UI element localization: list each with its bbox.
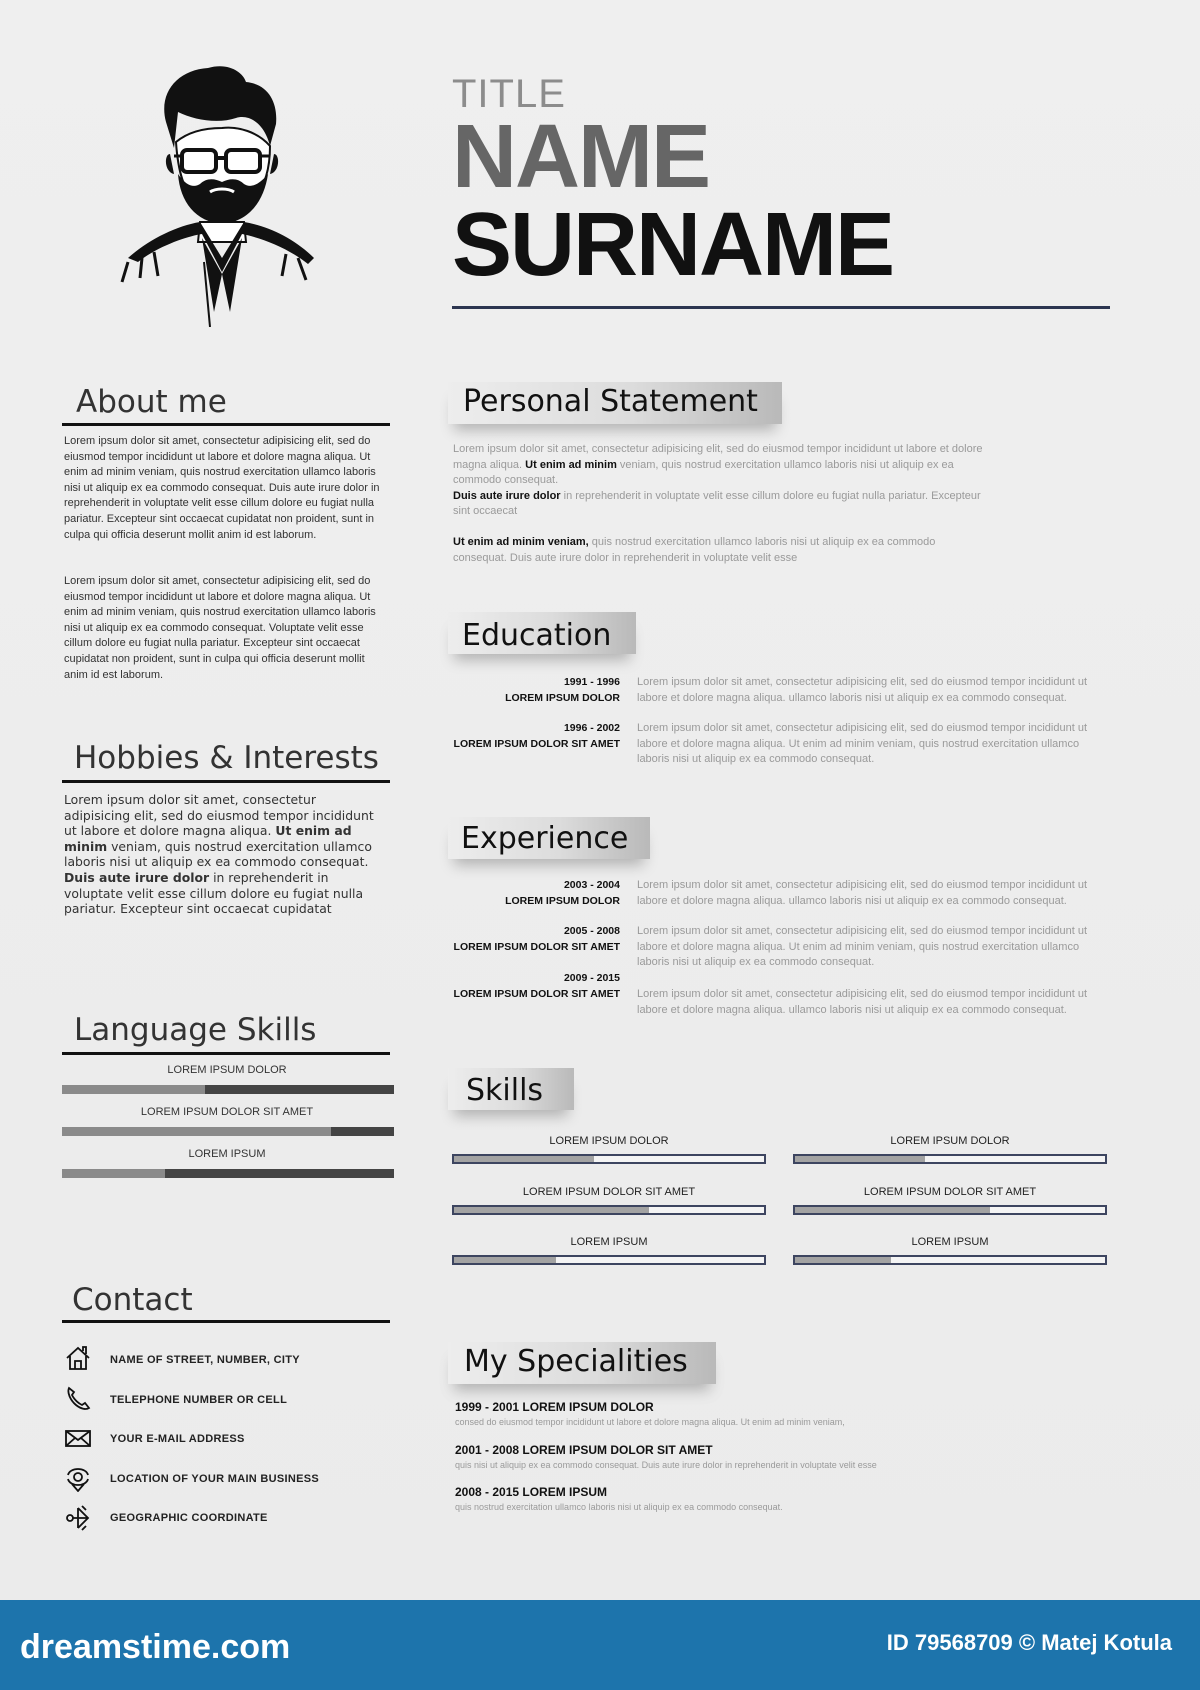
header-divider <box>452 306 1110 309</box>
speciality-1-title: 1999 - 2001 LOREM IPSUM DOLOR <box>455 1400 654 1414</box>
language-level-bar <box>62 1085 394 1094</box>
hobbies-text: Lorem ipsum dolor sit amet, consectetur adipisicing elit, sed do eiusmod tempor incididunt ut labore et dolore magna aliqua. Ut enim ad minim veniam, quis nostrud exercitation ullamco laboris nisi ut aliquip ex ea commodo consequat. Duis aute irure dolor in reprehenderit in voluptate velit esse cillum dolore eu fugiat nulla pariatur. Excepteur sint occaecat cupidatat <box>64 792 374 917</box>
experience-entry-2-desc: Lorem ipsum dolor sit amet, consectetur adipisicing elit, sed do eiusmod tempor incididunt ut labore et dolore magna aliqua. Ut enim ad minim veniam, quis nostrud exercitation ullamco laboris nisi ut aliquip ex ea commodo consequat. <box>637 925 1088 969</box>
skill-level-bar <box>793 1255 1107 1265</box>
language-label: LOREM IPSUM DOLOR <box>167 1064 287 1076</box>
experience-entry-1-dates: 2003 - 2004 LOREM IPSUM DOLOR <box>505 879 620 907</box>
contact-coordinates: GEOGRAPHIC COORDINATE <box>110 1512 268 1524</box>
skill-level-fill <box>454 1257 556 1263</box>
experience-entry-3-desc: Lorem ipsum dolor sit amet, consectetur adipisicing elit, sed do eiusmod tempor incididunt ut labore et dolore magna aliqua. ullamco laboris nisi ut aliquip ex ea commodo consequat. <box>637 988 1088 1016</box>
header-name: NAME <box>452 107 709 207</box>
envelope-icon <box>64 1424 92 1452</box>
about-paragraph-2: Lorem ipsum dolor sit amet, consectetur adipisicing elit, sed do eiusmod tempor incididunt ut labore et dolore magna aliqua. Ut enim ad minim veniam, quis nostrud exercitation ullamco laboris nisi ut aliquip ex ea commodo consequat. Voluptate velit esse cillum dolore eu fugiat nulla pariatur. Excepteur sint occaecat cupidatat non proident, sunt in culpa qui officia deserunt mollit anim id est laborum. <box>64 575 376 681</box>
skills-heading: Skills <box>466 1073 544 1108</box>
skill-label: LOREM IPSUM <box>570 1236 648 1248</box>
specialities-heading: My Specialities <box>464 1344 688 1379</box>
skill-level-fill <box>454 1156 594 1162</box>
education-entry-2-desc: Lorem ipsum dolor sit amet, consectetur adipisicing elit, sed do eiusmod tempor incididunt ut labore et dolore magna aliqua. Ut enim ad minim veniam, quis nostrud exercitation ullamco laboris nisi ut aliquip ex ea commodo consequat. <box>637 722 1088 766</box>
education-entry-2-dates: 1996 - 2002 LOREM IPSUM DOLOR SIT AMET <box>453 722 620 750</box>
education-entry-1-desc: Lorem ipsum dolor sit amet, consectetur adipisicing elit, sed do eiusmod tempor incididunt ut labore et dolore magna aliqua. ullamco laboris nisi ut aliquip ex ea commodo consequat. <box>637 676 1088 704</box>
skill-level-fill <box>795 1156 925 1162</box>
speciality-2-desc: quis nisi ut aliquip ex ea commodo consequat. Duis aute irure dolor in reprehenderit in voluptate velit esse <box>455 1460 877 1470</box>
share-icon <box>64 1504 92 1532</box>
skill-label: LOREM IPSUM DOLOR SIT AMET <box>863 1186 1037 1198</box>
location-icon <box>64 1464 92 1492</box>
skill-label: LOREM IPSUM DOLOR <box>549 1135 669 1147</box>
language-divider <box>62 1052 390 1055</box>
skill-level-bar <box>793 1154 1107 1164</box>
language-level-fill <box>62 1127 331 1136</box>
personal-paragraph-2: Ut enim ad minim veniam, quis nostrud exercitation ullamco laboris nisi ut aliquip ex ea commodo consequat. Duis aute irure dolor in reprehenderit in voluptate velit esse <box>453 536 936 564</box>
education-heading: Education <box>462 618 612 653</box>
personal-heading: Personal Statement <box>463 384 758 419</box>
skill-level-bar <box>793 1205 1107 1215</box>
contact-phone: TELEPHONE NUMBER OR CELL <box>110 1394 288 1406</box>
home-icon <box>64 1344 92 1372</box>
experience-heading: Experience <box>461 821 629 856</box>
skill-level-bar <box>452 1205 766 1215</box>
skill-level-fill <box>454 1207 649 1213</box>
footer-logo[interactable]: dreamstime.com <box>20 1628 291 1666</box>
skill-level-fill <box>795 1257 891 1263</box>
contact-email: YOUR E-MAIL ADDRESS <box>110 1433 245 1445</box>
skill-label: LOREM IPSUM DOLOR SIT AMET <box>522 1186 696 1198</box>
personal-paragraph-1: Lorem ipsum dolor sit amet, consectetur adipisicing elit, sed do eiusmod tempor incididunt ut labore et dolore magna aliqua. Ut enim ad minim veniam, quis nostrud exercitation ullamco laboris nisi ut aliquip ex ea commodo consequat. Duis aute irure dolor in reprehenderit in voluptate velit esse cillum dolore eu fugiat nulla pariatur. Excepteur sint occaecat <box>453 443 983 518</box>
about-paragraph-1: Lorem ipsum dolor sit amet, consectetur adipisicing elit, sed do eiusmod tempor incididunt ut labore et dolore magna aliqua. Ut enim ad minim veniam, quis nostrud exercitation ullamco laboris nisi ut aliquip ex ea commodo consequat. Duis aute irure dolor in reprehenderit in voluptate velit esse cillum dolore eu fugiat nulla pariatur. Excepteur sint occaecat cupidatat non proident, sunt in culpa qui officia deserunt mollit anim id est laborum. <box>64 435 380 541</box>
skill-label: LOREM IPSUM DOLOR <box>890 1135 1010 1147</box>
speciality-2-title: 2001 - 2008 LOREM IPSUM DOLOR SIT AMET <box>455 1443 713 1457</box>
speciality-3-desc: quis nostrud exercitation ullamco laboris nisi ut aliquip ex ea commodo consequat. <box>455 1502 783 1512</box>
language-heading: Language Skills <box>74 1012 317 1048</box>
skill-label: LOREM IPSUM <box>911 1236 989 1248</box>
about-divider <box>62 423 390 426</box>
contact-divider <box>62 1320 390 1323</box>
education-entry-1-dates: 1991 - 1996 LOREM IPSUM DOLOR <box>505 676 620 704</box>
header-surname: SURNAME <box>452 195 894 295</box>
hobbies-heading: Hobbies & Interests <box>74 740 379 776</box>
contact-address: NAME OF STREET, NUMBER, CITY <box>110 1354 300 1366</box>
language-level-bar <box>62 1169 394 1178</box>
speciality-3-title: 2008 - 2015 LOREM IPSUM <box>455 1485 608 1499</box>
experience-entry-3-dates: 2009 - 2015 LOREM IPSUM DOLOR SIT AMET <box>453 972 620 1000</box>
contact-heading: Contact <box>72 1282 193 1318</box>
skill-level-bar <box>452 1154 766 1164</box>
contact-location: LOCATION OF YOUR MAIN BUSINESS <box>110 1473 320 1485</box>
language-level-fill <box>62 1169 165 1178</box>
skill-level-fill <box>795 1207 990 1213</box>
skill-level-bar <box>452 1255 766 1265</box>
language-label: LOREM IPSUM DOLOR SIT AMET <box>140 1106 314 1118</box>
about-heading: About me <box>76 384 227 420</box>
footer-image-id: ID 79568709 © Matej Kotula <box>886 1630 1172 1655</box>
experience-entry-1-desc: Lorem ipsum dolor sit amet, consectetur adipisicing elit, sed do eiusmod tempor incididunt ut labore et dolore magna aliqua. ullamco laboris nisi ut aliquip ex ea commodo consequat. <box>637 879 1088 907</box>
avatar-illustration <box>118 62 328 327</box>
language-level-fill <box>62 1085 205 1094</box>
phone-icon <box>64 1384 92 1412</box>
language-label: LOREM IPSUM <box>188 1148 266 1160</box>
speciality-1-desc: consed do eiusmod tempor incididunt ut labore et dolore magna aliqua. Ut enim ad minim veniam, <box>455 1417 845 1427</box>
header-title: TITLE <box>452 72 566 116</box>
language-level-bar <box>62 1127 394 1136</box>
experience-entry-2-dates: 2005 - 2008 LOREM IPSUM DOLOR SIT AMET <box>453 925 620 953</box>
hobbies-divider <box>62 780 390 783</box>
